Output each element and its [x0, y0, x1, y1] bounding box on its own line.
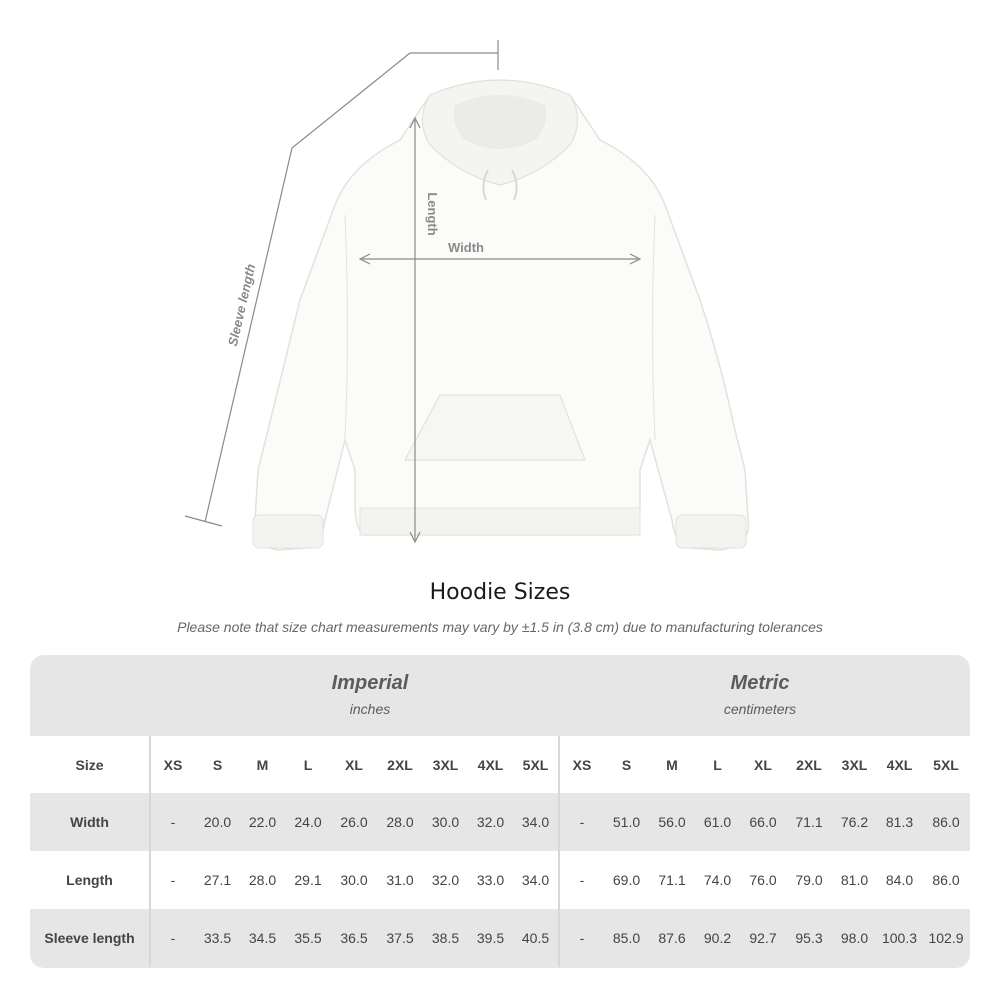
metric-size-2xl: 2XL: [796, 756, 822, 773]
table-cell: 102.9: [928, 930, 964, 946]
metric-header: [560, 655, 960, 735]
table-cell: 56.0: [658, 814, 686, 830]
row-label-width: Width: [30, 793, 150, 851]
hoodie-body: [253, 80, 748, 550]
table-cell: 86.0: [932, 814, 960, 830]
width-label: Width: [448, 240, 484, 255]
table-cell: 36.5: [340, 930, 368, 946]
tolerance-note: Please note that size chart measurements may vary by ±1.5 in (3.8 cm) due to manufacturing tolerances: [177, 619, 823, 635]
imperial-size-5xl: 5XL: [513, 736, 559, 793]
table-cell: 27.1: [203, 872, 232, 888]
size-label: Size: [30, 736, 150, 793]
table-cell: 69.0: [612, 872, 641, 888]
table-cell: 20.0: [203, 814, 232, 830]
table-cell: 32.0: [431, 872, 460, 888]
table-cell: 61.0: [703, 814, 732, 830]
table-cell: 87.6: [658, 930, 686, 946]
table-cell: 76.2: [840, 814, 869, 830]
table-cell: 81.0: [840, 872, 869, 888]
table-cell: 34.0: [513, 851, 559, 909]
metric-size-xl: XL: [754, 756, 772, 773]
table-cell: 51.0: [612, 814, 641, 830]
table-cell: 30.0: [431, 814, 460, 830]
metric-size-5xl: 5XL: [933, 756, 959, 773]
metric-size-l: L: [713, 756, 722, 773]
metric-unit: centimeters: [723, 701, 797, 717]
table-cell: 31.0: [386, 872, 414, 888]
metric-size-4xl: 4XL: [886, 756, 913, 773]
row-label-length: Length: [30, 851, 150, 909]
table-cell: 76.0: [749, 872, 777, 888]
imperial-size-l: L: [303, 756, 313, 773]
table-cell: -: [170, 814, 176, 830]
table-cell: 100.3: [881, 930, 918, 946]
imperial-header: [180, 655, 560, 735]
metric-title: Metric: [730, 672, 790, 694]
table-cell: 39.5: [476, 930, 505, 946]
metric-size-s: S: [621, 756, 632, 773]
table-cell: 92.7: [749, 930, 777, 946]
table-cell: -: [170, 872, 176, 888]
imperial-size-s: S: [212, 756, 223, 773]
table-cell: 30.0: [340, 872, 368, 888]
sleeve-length-label: Sleeve length: [224, 262, 259, 348]
metric-size-3xl: 3XL: [841, 756, 868, 773]
table-row-length: [30, 851, 970, 909]
imperial-title: Imperial: [331, 672, 409, 694]
size-chart: [30, 655, 970, 968]
imperial-size-2xl: 2XL: [387, 756, 413, 773]
table-cell: 34.5: [248, 930, 277, 946]
table-cell: 90.2: [703, 930, 732, 946]
imperial-size-xs: XS: [163, 756, 183, 773]
table-cell: 35.5: [294, 930, 322, 946]
table-cell: 85.0: [612, 930, 641, 946]
size-table: [30, 736, 970, 967]
table-cell: 32.0: [476, 814, 505, 830]
table-cell: 22.0: [248, 814, 277, 830]
imperial-size-4xl: 4XL: [477, 756, 504, 773]
size-header-row: [30, 736, 970, 793]
imperial-size-3xl: 3XL: [432, 756, 459, 773]
table-cell: 79.0: [795, 872, 823, 888]
table-row-sleeve-length: [30, 909, 970, 967]
imperial-size-xl: XL: [345, 756, 363, 773]
table-cell: 33.5: [203, 930, 232, 946]
table-cell: -: [579, 814, 585, 830]
page-title: Hoodie Sizes: [429, 580, 571, 605]
table-cell: 28.0: [248, 872, 277, 888]
table-cell: 28.0: [386, 814, 414, 830]
table-cell: 95.3: [795, 930, 823, 946]
table-cell: 38.5: [431, 930, 460, 946]
table-cell: 66.0: [749, 814, 777, 830]
table-cell: 98.0: [840, 930, 869, 946]
table-cell: 24.0: [294, 814, 322, 830]
table-cell: -: [170, 930, 176, 946]
table-cell: 37.5: [386, 930, 414, 946]
table-row-width: [30, 793, 970, 851]
table-cell: 71.1: [658, 872, 686, 888]
metric-size-m: M: [666, 756, 678, 773]
imperial-unit: inches: [349, 701, 391, 717]
table-cell: 34.0: [513, 793, 559, 851]
table-cell: 33.0: [476, 872, 505, 888]
length-label: Length: [425, 192, 440, 236]
table-cell: 84.0: [885, 872, 914, 888]
table-cell: 81.3: [885, 814, 914, 830]
table-cell: 74.0: [703, 872, 732, 888]
table-cell: 40.5: [513, 909, 559, 967]
metric-size-xs: XS: [572, 756, 592, 773]
row-label-sleeve-length: Sleeve length: [30, 909, 150, 967]
table-cell: 71.1: [795, 814, 823, 830]
table-cell: 29.1: [294, 872, 322, 888]
table-cell: -: [579, 872, 585, 888]
table-cell: -: [579, 930, 585, 946]
imperial-size-m: M: [256, 756, 269, 773]
table-cell: 86.0: [932, 872, 960, 888]
table-cell: 26.0: [340, 814, 368, 830]
